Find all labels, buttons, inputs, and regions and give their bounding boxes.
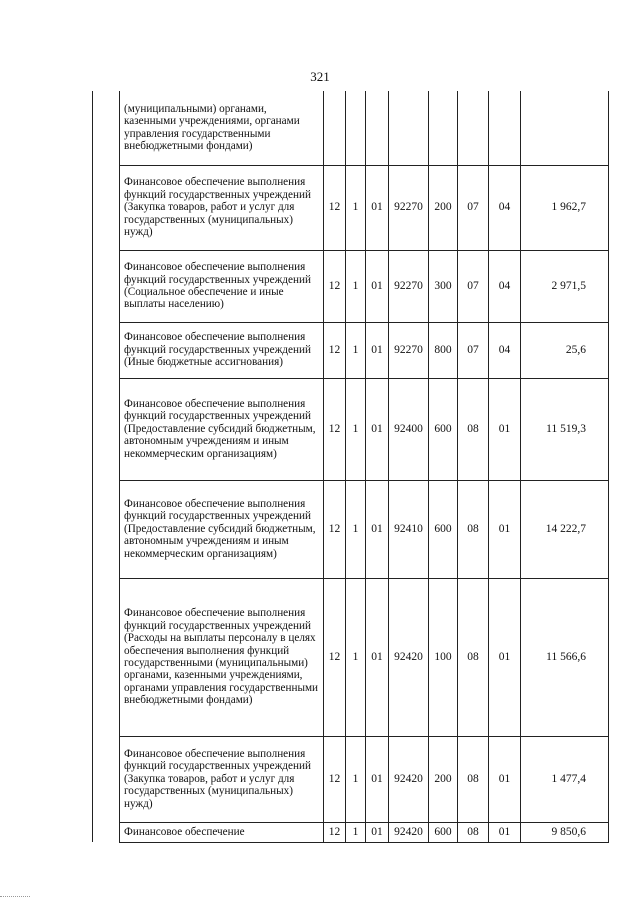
table-row: [93, 822, 609, 842]
code-cell-c7: [489, 91, 521, 165]
description-cell: Финансовое обеспечение выполнения функций государственных учреждений (Иные бюджетные ассигнования): [120, 322, 324, 378]
amount-cell: 1 962,7: [521, 165, 609, 250]
code-cell-c6: 08: [458, 822, 489, 842]
scan-edge-mark: [0, 896, 30, 897]
code-cell-c6: [458, 91, 489, 165]
amount-cell: 11 519,3: [521, 378, 609, 480]
code-cell-c4: 92410: [389, 480, 429, 578]
code-cell-c2: 1: [346, 250, 366, 322]
code-cell-c6: 07: [458, 250, 489, 322]
row-margin-cell: [93, 736, 120, 822]
description-cell: Финансовое обеспечение выполнения функций государственных учреждений (Расходы на выплаты персоналу в целях обеспечения выполнения функций государственными (муниципальными) органами, казенными учреждениями, органами управления государственными внебюджетными фондами): [120, 578, 324, 736]
code-cell-c5: 300: [429, 250, 458, 322]
code-cell-c1: 12: [324, 165, 346, 250]
code-cell-c6: 08: [458, 578, 489, 736]
code-cell-c7: 01: [489, 480, 521, 578]
amount-cell: 25,6: [521, 322, 609, 378]
code-cell-c2: 1: [346, 165, 366, 250]
code-cell-c4: 92420: [389, 578, 429, 736]
table-row: [93, 250, 609, 322]
code-cell-c5: 200: [429, 736, 458, 822]
code-cell-c1: 12: [324, 250, 346, 322]
code-cell-c7: 01: [489, 378, 521, 480]
description-cell: Финансовое обеспечение выполнения функций государственных учреждений (Социальное обеспечение и иные выплаты населению): [120, 250, 324, 322]
description-cell: Финансовое обеспечение выполнения функций государственных учреждений (Предоставление субсидий бюджетным, автономным учреждениям и иным некоммерческим организациям): [120, 378, 324, 480]
code-cell-c3: 01: [366, 822, 389, 842]
code-cell-c4: 92420: [389, 822, 429, 842]
code-cell-c1: 12: [324, 736, 346, 822]
code-cell-c2: 1: [346, 736, 366, 822]
code-cell-c4: 92420: [389, 736, 429, 822]
amount-cell: 9 850,6: [521, 822, 609, 842]
code-cell-c1: [324, 91, 346, 165]
table-row: [93, 378, 609, 480]
amount-cell: 14 222,7: [521, 480, 609, 578]
table-row: [93, 322, 609, 378]
code-cell-c5: [429, 91, 458, 165]
row-margin-cell: [93, 322, 120, 378]
code-cell-c7: 04: [489, 322, 521, 378]
code-cell-c6: 08: [458, 736, 489, 822]
code-cell-c3: 01: [366, 378, 389, 480]
code-cell-c1: 12: [324, 578, 346, 736]
amount-cell: 11 566,6: [521, 578, 609, 736]
code-cell-c6: 08: [458, 378, 489, 480]
code-cell-c7: 01: [489, 822, 521, 842]
row-margin-cell: [93, 378, 120, 480]
code-cell-c4: [389, 91, 429, 165]
amount-cell: 1 477,4: [521, 736, 609, 822]
code-cell-c5: 200: [429, 165, 458, 250]
code-cell-c1: 12: [324, 480, 346, 578]
description-cell: Финансовое обеспечение выполнения функций государственных учреждений (Предоставление субсидий бюджетным, автономным учреждениям и иным некоммерческим организациям): [120, 480, 324, 578]
code-cell-c6: 07: [458, 322, 489, 378]
table-row: [93, 91, 609, 165]
code-cell-c3: 01: [366, 250, 389, 322]
table-row: [93, 578, 609, 736]
code-cell-c6: 08: [458, 480, 489, 578]
code-cell-c4: 92270: [389, 165, 429, 250]
description-cell: Финансовое обеспечение: [120, 822, 324, 842]
row-margin-cell: [93, 91, 120, 165]
amount-cell: [521, 91, 609, 165]
table-row: [93, 480, 609, 578]
row-margin-cell: [93, 250, 120, 322]
code-cell-c2: [346, 91, 366, 165]
table-body: [93, 91, 609, 842]
code-cell-c6: 07: [458, 165, 489, 250]
table-row: [93, 165, 609, 250]
code-cell-c3: 01: [366, 480, 389, 578]
code-cell-c3: 01: [366, 578, 389, 736]
amount-cell: 2 971,5: [521, 250, 609, 322]
code-cell-c3: 01: [366, 736, 389, 822]
code-cell-c1: 12: [324, 378, 346, 480]
code-cell-c2: 1: [346, 480, 366, 578]
code-cell-c3: [366, 91, 389, 165]
code-cell-c2: 1: [346, 378, 366, 480]
description-cell: (муниципальными) органами, казенными учреждениями, органами управления государственными внебюджетными фондами): [120, 91, 324, 165]
row-margin-cell: [93, 480, 120, 578]
code-cell-c1: 12: [324, 822, 346, 842]
code-cell-c5: 600: [429, 822, 458, 842]
table-row: [93, 736, 609, 822]
page-number: 321: [310, 69, 330, 84]
code-cell-c3: 01: [366, 165, 389, 250]
code-cell-c5: 600: [429, 480, 458, 578]
row-margin-cell: [93, 165, 120, 250]
row-margin-cell: [93, 822, 120, 842]
code-cell-c7: 01: [489, 736, 521, 822]
budget-table: [92, 91, 609, 843]
row-margin-cell: [93, 578, 120, 736]
code-cell-c7: 04: [489, 165, 521, 250]
description-cell: Финансовое обеспечение выполнения функций государственных учреждений (Закупка товаров, работ и услуг для государственных (муниципальных) нужд): [120, 736, 324, 822]
code-cell-c2: 1: [346, 578, 366, 736]
code-cell-c5: 600: [429, 378, 458, 480]
code-cell-c7: 04: [489, 250, 521, 322]
description-cell: Финансовое обеспечение выполнения функций государственных учреждений (Закупка товаров, работ и услуг для государственных (муниципальных) нужд): [120, 165, 324, 250]
code-cell-c4: 92400: [389, 378, 429, 480]
code-cell-c4: 92270: [389, 322, 429, 378]
code-cell-c4: 92270: [389, 250, 429, 322]
code-cell-c2: 1: [346, 822, 366, 842]
code-cell-c5: 800: [429, 322, 458, 378]
code-cell-c3: 01: [366, 322, 389, 378]
code-cell-c1: 12: [324, 322, 346, 378]
code-cell-c2: 1: [346, 322, 366, 378]
code-cell-c7: 01: [489, 578, 521, 736]
code-cell-c5: 100: [429, 578, 458, 736]
